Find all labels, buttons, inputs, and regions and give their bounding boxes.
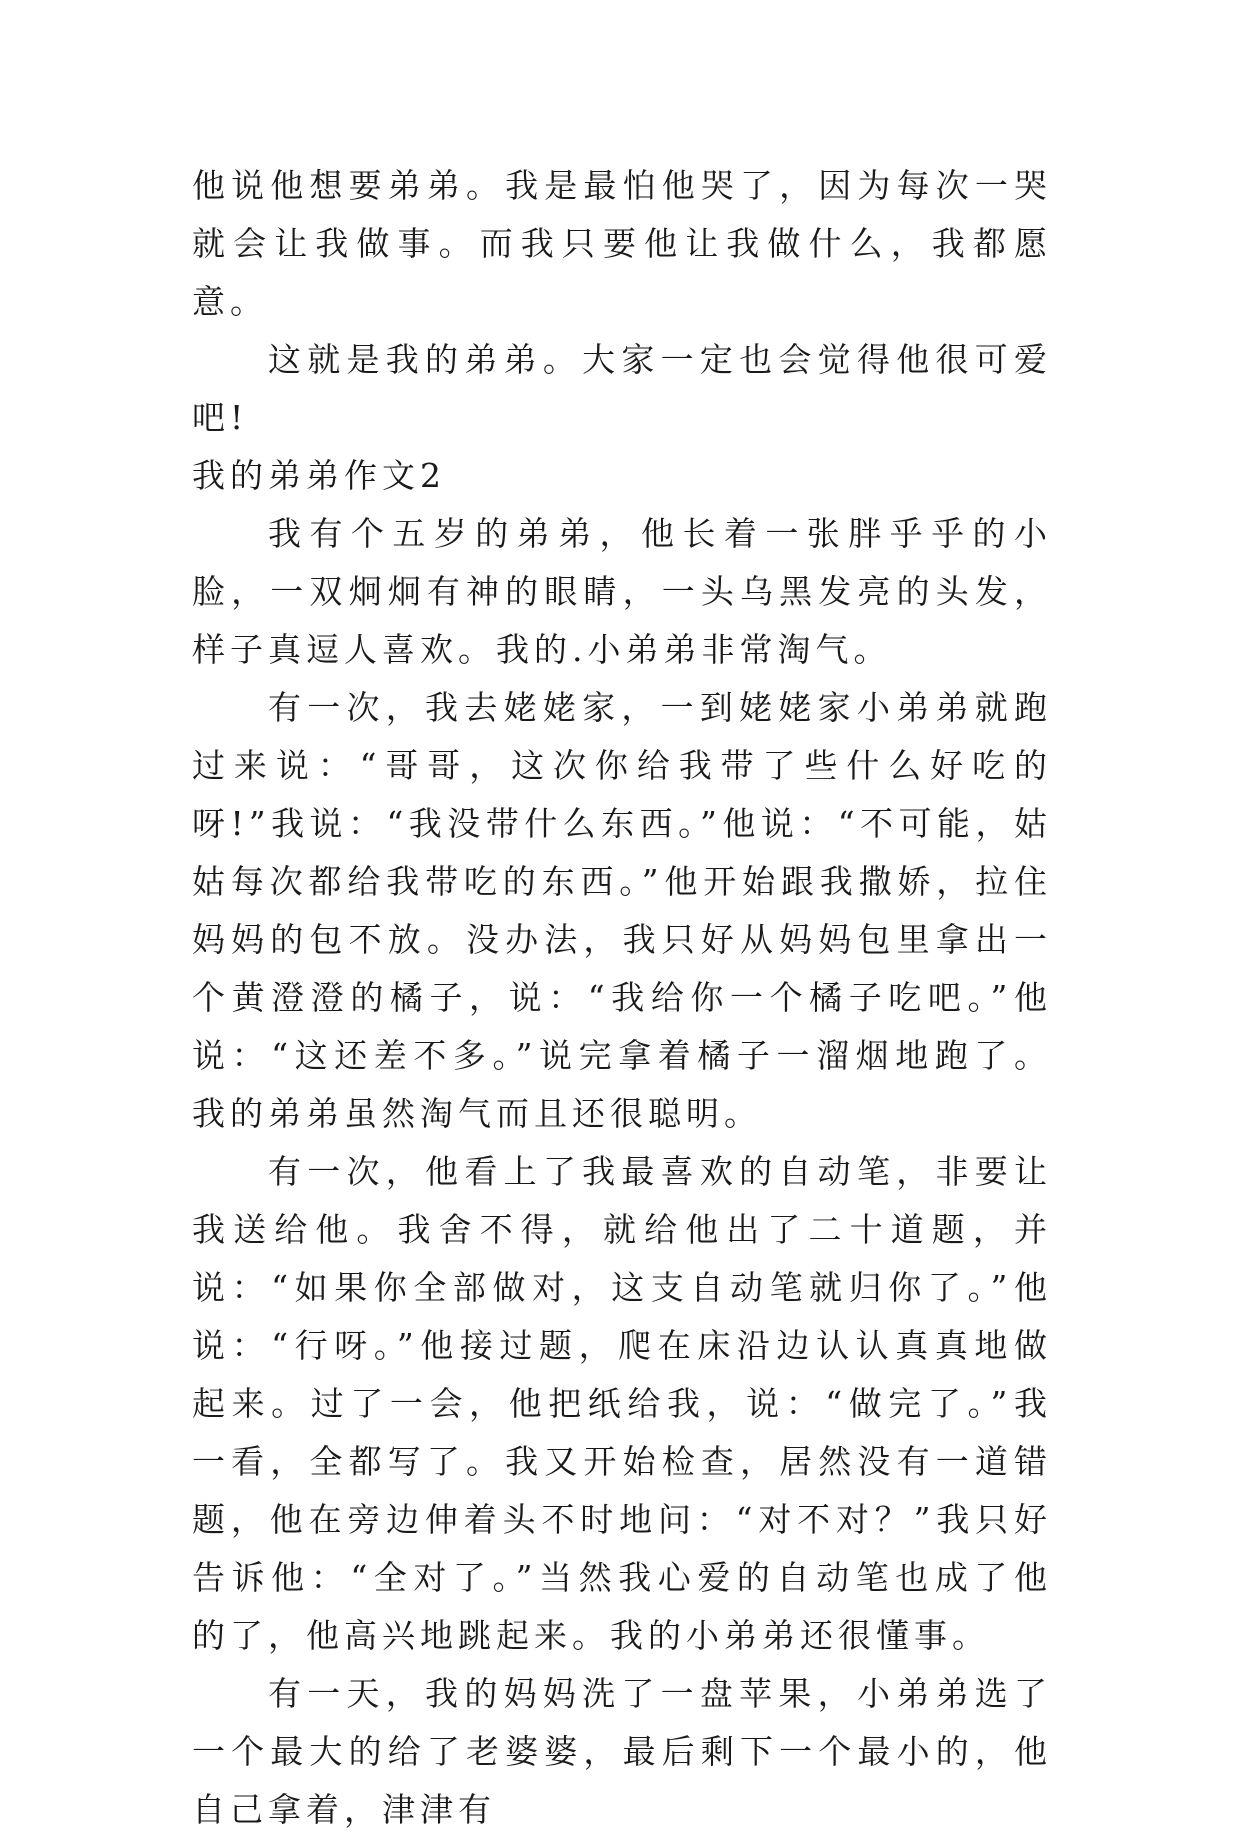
paragraph: 有一天，我的妈妈洗了一盘苹果，小弟弟选了一个最大的给了老婆婆，最后剩下一个最小的，他自己拿着，津津有: [192, 1674, 1052, 1829]
paragraph: 有一次，我去姥姥家，一到姥姥家小弟弟就跑过来说：“哥哥，这次你给我带了些什么好吃的呀!”我说：“我没带什么东西。”他说：“不可能，姑姑每次都给我带吃的东西。”他开始跟我撒娇，拉住妈妈的包不放。没办法，我只好从妈妈包里拿出一个黄澄澄的橘子，说：“我给你一个橘子吃吧。”他说：“这还差不多。”说完拿着橘子一溜烟地跑了。我的弟弟虽然淘气而且还很聪明。: [192, 688, 1052, 1133]
section-heading: 我的弟弟作文2: [192, 456, 446, 495]
paragraph: 有一次，他看上了我最喜欢的自动笔，非要让我送给他。我舍不得，就给他出了二十道题，并说：“如果你全部做对，这支自动笔就归你了。”他说：“行呀。”他接过题，爬在床沿边认认真真地做起来。过了一会，他把纸给我，说：“做完了。”我一看，全都写了。我又开始检查，居然没有一道错题，他在旁边伸着头不时地问：“对不对？”我只好告诉他：“全对了。”当然我心爱的自动笔也成了他的了，他高兴地跳起来。我的小弟弟还很懂事。: [192, 1152, 1052, 1655]
paragraph: 这就是我的弟弟。大家一定也会觉得他很可爱吧!: [192, 340, 1052, 437]
paragraph: 我有个五岁的弟弟，他长着一张胖乎乎的小脸，一双炯炯有神的眼睛，一头乌黑发亮的头发，样子真逗人喜欢。我的.小弟弟非常淘气。: [192, 514, 1052, 669]
essay-text: [192, 157, 1052, 1839]
paragraph: 他说他想要弟弟。我是最怕他哭了，因为每次一哭就会让我做事。而我只要他让我做什么，我都愿意。: [192, 166, 1052, 321]
